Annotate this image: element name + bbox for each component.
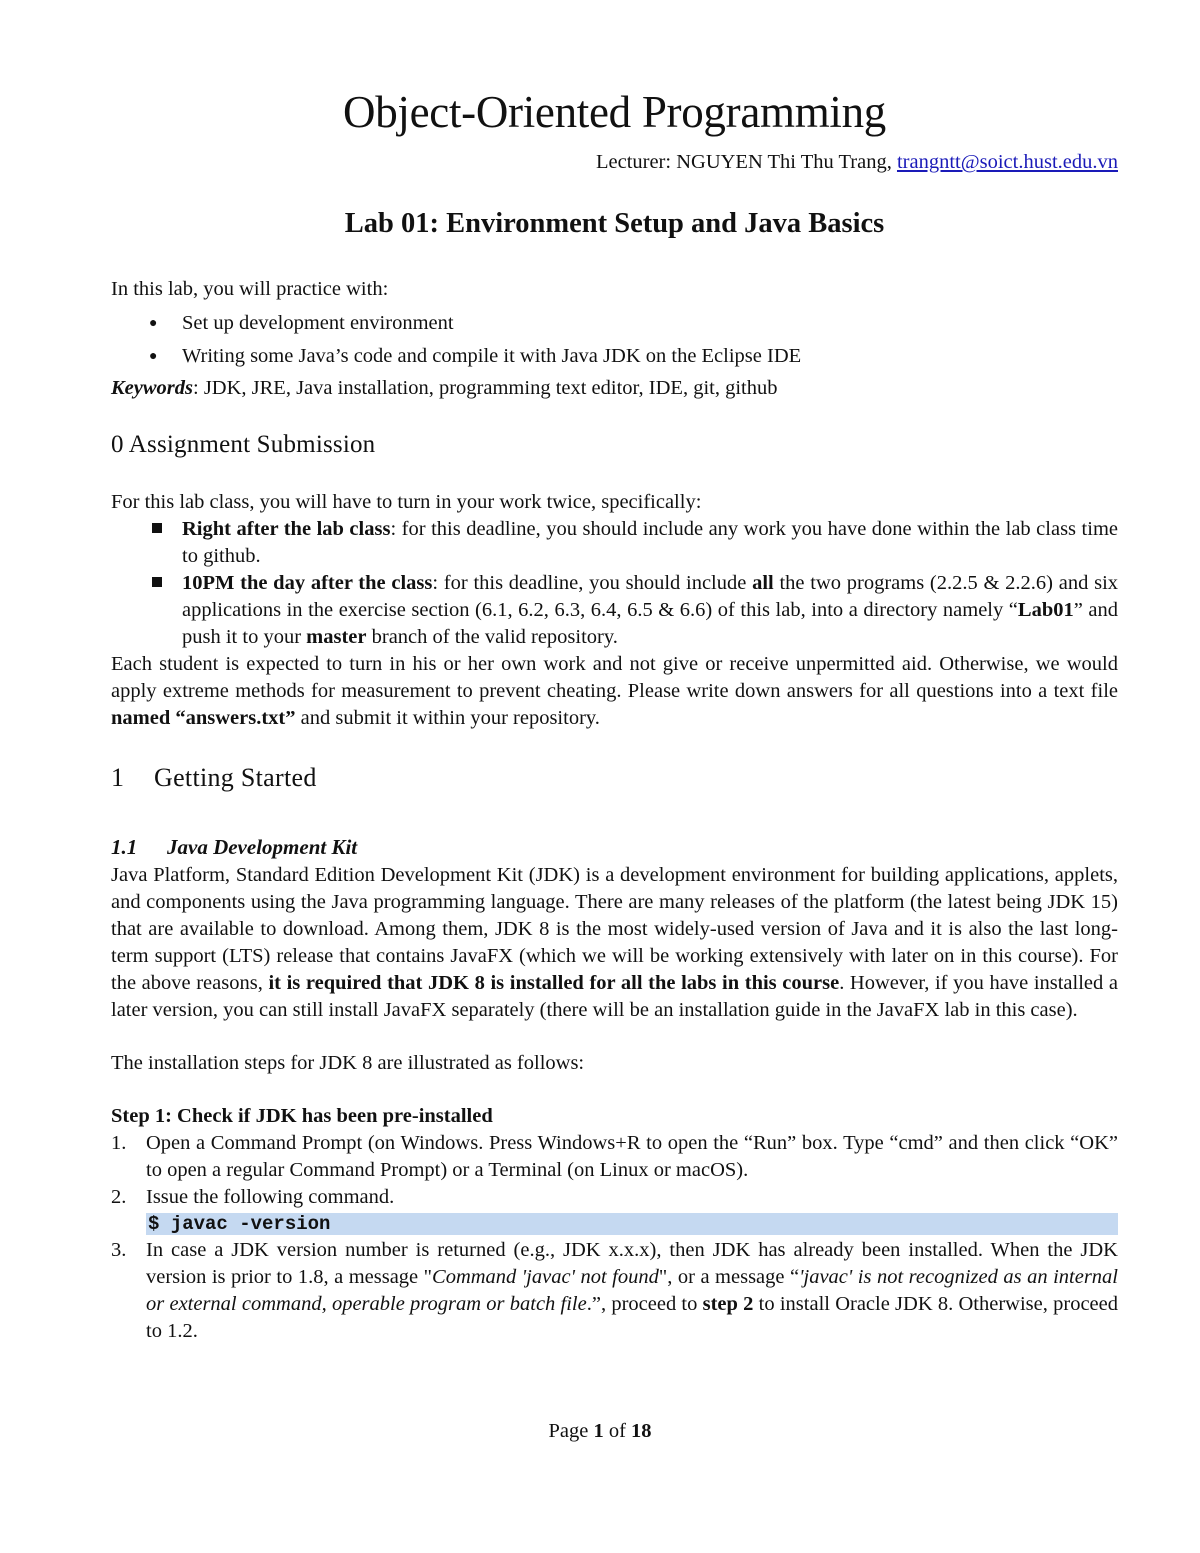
keywords-text: : JDK, JRE, Java installation, programming text editor, IDE, git, github xyxy=(193,377,778,399)
section-heading-assignment: 0 Assignment Submission xyxy=(111,431,376,458)
lab-title: Lab 01: Environment Setup and Java Basics xyxy=(344,208,885,239)
intro-list xyxy=(111,307,1118,373)
page-footer: Page 1 of 18 xyxy=(548,1420,652,1442)
lecturer-line xyxy=(111,148,1118,176)
jdk-paragraph: Java Platform, Standard Edition Development Kit (JDK) is a development environment for building applications, applets, and components using the Java programming language. There are many releases of the platform (the latest being JDK 15) that are available to download. Among them, JDK 8 is the most widely-used version of Java and it is also the last long-term support (LTS) release that contains JavaFX (which we will be working extensively with later on in this course). For the above reasons, it is required that JDK 8 is installed for all the labs in this course. However, if you have installed a later version, you can still install JavaFX separately (there will be an installation guide in the JavaFX lab in this case). xyxy=(111,864,1118,1021)
step1-title: Step 1: Check if JDK has been pre-installed xyxy=(111,1105,493,1127)
list-item: Right after the lab class: for this deadline, you should include any work you have done within the lab class time to github. xyxy=(111,516,1118,570)
lecturer-email-link[interactable]: trangntt@soict.hust.edu.vn xyxy=(896,151,1118,173)
submission-closing: Each student is expected to turn in his or her own work and not give or receive unpermitted aid. Otherwise, we would apply extreme methods for measurement to prevent cheating. Please write down answers for all questions into a text file named “answers.txt” and submit it within your repository. xyxy=(111,653,1118,729)
bullet-square-icon xyxy=(152,523,162,533)
document-title: Object-Oriented Programming xyxy=(343,87,886,137)
list-item: 2. Issue the following command. $ javac -version xyxy=(111,1184,1118,1235)
submission-list xyxy=(111,516,1118,651)
bullet-dot-icon: ● xyxy=(149,316,158,331)
total-page-number: 18 xyxy=(631,1420,652,1442)
section-heading-getting-started: 1 Getting Started xyxy=(111,763,317,792)
submission-lead: For this lab class, you will have to turn in your work twice, specifically: xyxy=(111,491,702,513)
intro-lead: In this lab, you will practice with: xyxy=(111,278,389,300)
document-page xyxy=(111,80,1118,1345)
list-item: 1. Open a Command Prompt (on Windows. Press Windows+R to open the “Run” box. Type “cmd” and then click “OK” to open a regular Command Prompt) or a Terminal (on Linux or macOS). xyxy=(111,1132,1118,1181)
keywords-line xyxy=(111,373,1118,403)
subsection-heading-jdk: 1.1 Java Development Kit xyxy=(111,835,358,859)
step1-list xyxy=(111,1130,1118,1345)
list-item: ● Writing some Java’s code and compile it with Java JDK on the Eclipse IDE xyxy=(111,340,1118,373)
list-item: ● Set up development environment xyxy=(111,307,1118,340)
install-steps-intro: The installation steps for JDK 8 are illustrated as follows: xyxy=(111,1052,585,1074)
bullet-square-icon xyxy=(152,577,162,587)
current-page-number: 1 xyxy=(593,1420,604,1442)
lecturer-name: Lecturer: NGUYEN Thi Thu Trang, xyxy=(595,151,897,173)
code-block: $ javac -version xyxy=(146,1213,1118,1235)
bullet-dot-icon: ● xyxy=(149,349,158,364)
list-item: 10PM the day after the class: for this deadline, you should include all the two programs (2.2.5 & 2.2.6) and six applications in the exercise section (6.1, 6.2, 6.3, 6.4, 6.5 & 6.6) of this lab, into a directory namely “Lab01” and push it to your master branch of the valid repository. xyxy=(111,570,1118,651)
keywords-label: Keywords xyxy=(111,377,193,399)
list-item: 3. In case a JDK version number is returned (e.g., JDK x.x.x), then JDK has already been installed. When the JDK version is prior to 1.8, a message "Command 'javac' not found", or a message “'javac' is not recognized as an internal or external command, operable program or batch file.”, proceed to step 2 to install Oracle JDK 8. Otherwise, proceed to 1.2. xyxy=(111,1239,1118,1342)
